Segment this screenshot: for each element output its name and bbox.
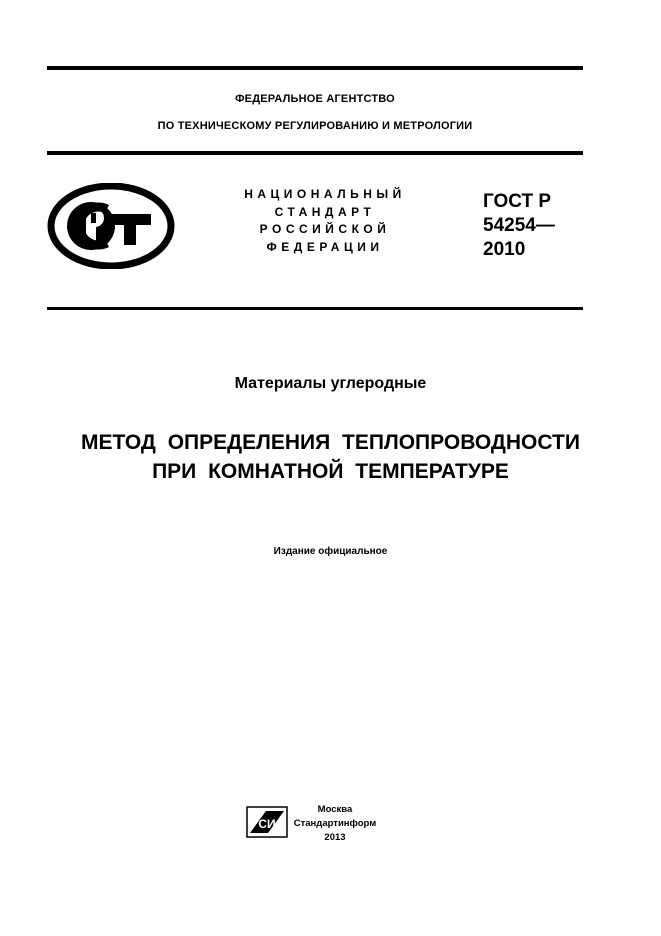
top-rule: [47, 66, 583, 70]
designation-line-1: ГОСТ Р: [483, 191, 552, 212]
document-title: [0, 428, 661, 486]
document-title-line-1: МЕТОД ОПРЕДЕЛЕНИЯ ТЕПЛОПРОВОДНОСТИ: [81, 431, 580, 454]
designation-rule: [47, 307, 583, 310]
rst-logo-icon: [47, 183, 175, 269]
standard-type: [230, 186, 420, 256]
standard-type-line-3: РОССИЙСКОЙ: [259, 222, 391, 236]
document-title-line-2: ПРИ КОМНАТНОЙ ТЕМПЕРАТУРЕ: [152, 460, 509, 483]
standard-designation: [483, 190, 555, 262]
standard-type-line-2: СТАНДАРТ: [274, 204, 376, 219]
standard-type-line-1: НАЦИОНАЛЬНЫЙ: [244, 187, 406, 201]
designation-line-3: 2010: [483, 239, 526, 260]
standard-type-line-4: ФЕДЕРАЦИИ: [266, 239, 384, 254]
publisher-name: Стандартинформ: [293, 818, 377, 829]
publisher-info: [293, 803, 377, 845]
agency-line-2: ПО ТЕХНИЧЕСКОМУ РЕГУЛИРОВАНИЮ И МЕТРОЛОГИИ: [157, 120, 473, 132]
designation-line-2: 54254—: [483, 215, 555, 236]
agency-line-1: ФЕДЕРАЛЬНОЕ АГЕНТСТВО: [235, 93, 395, 105]
publisher-year: 2013: [324, 832, 346, 843]
svg-text:СИ: СИ: [258, 817, 276, 831]
standartinform-logo-icon: [246, 806, 288, 838]
edition-label: Издание официальное: [273, 546, 388, 557]
header-rule: [47, 151, 583, 155]
document-subtitle: Материалы углеродные: [234, 375, 427, 392]
publisher-city: Москва: [317, 804, 353, 815]
